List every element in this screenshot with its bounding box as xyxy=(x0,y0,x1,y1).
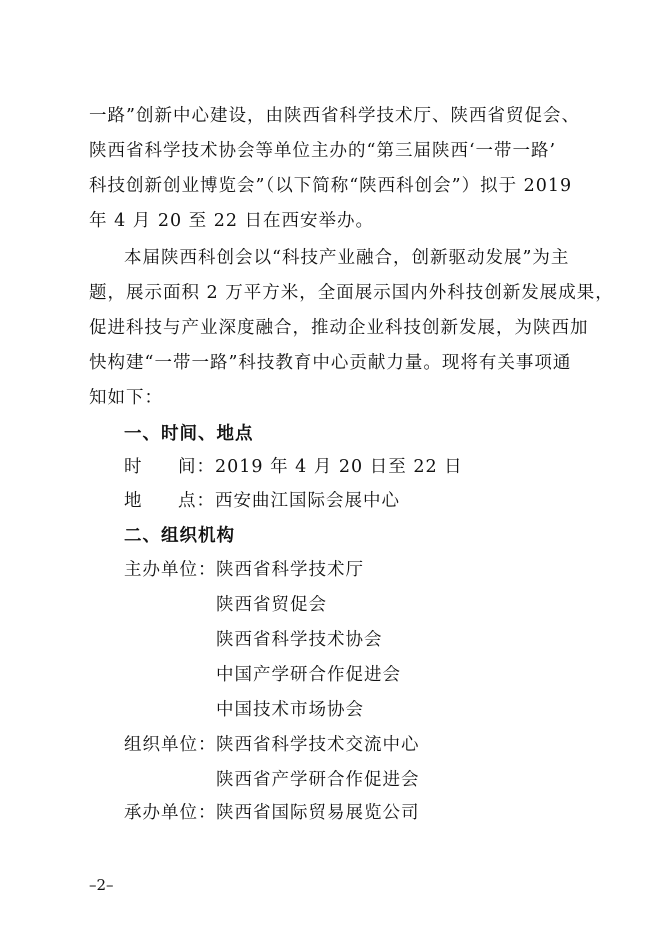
host-item: 中国技术市场协会 xyxy=(216,700,364,720)
theme-line: 题，展示面积 2 万平方米，全面展示国内外科技创新发展成果， xyxy=(89,283,614,303)
theme-line: 促进科技与产业深度融合，推动企业科技创新发展，为陕西加 xyxy=(89,318,589,338)
time-label-char: 时 xyxy=(124,457,143,477)
organizer-item: 陕西省产学研合作促进会 xyxy=(216,770,420,790)
organizer-row xyxy=(124,734,420,756)
time-label-rest: 间： xyxy=(178,457,215,477)
place-value: 西安曲江国际会展中心 xyxy=(215,491,400,511)
intro-line: 科技创新创业博览会”（以下简称“陕西科创会”）拟于 2019 xyxy=(89,176,573,196)
undertaker-item: 陕西省国际贸易展览公司 xyxy=(216,803,420,823)
undertaker-row xyxy=(124,802,420,824)
host-item: 陕西省贸促会 xyxy=(216,595,327,615)
organizer-label: 组织单位： xyxy=(124,735,217,755)
host-row xyxy=(124,559,364,581)
intro-line: 一路”创新中心建设，由陕西省科学技术厅、陕西省贸促会、 xyxy=(89,106,580,126)
time-row xyxy=(124,456,463,478)
page-number: –2– xyxy=(89,876,114,894)
section-heading-organization: 二、组织机构 xyxy=(124,526,235,546)
place-label-rest: 点： xyxy=(178,491,215,511)
intro-line: 陕西省科学技术协会等单位主办的“第三届陕西‘一带一路’ xyxy=(89,141,557,161)
theme-line: 快构建“一带一路”科技教育中心贡献力量。现将有关事项通 xyxy=(89,353,572,373)
theme-line: 本届陕西科创会以“科技产业融合，创新驱动发展”为主 xyxy=(124,248,570,268)
theme-line: 知如下： xyxy=(89,388,163,408)
host-item: 中国产学研合作促进会 xyxy=(216,665,401,685)
time-value: 2019 年 4 月 20 日至 22 日 xyxy=(215,457,463,477)
place-row xyxy=(124,490,400,512)
intro-line: 年 4 月 20 至 22 日在西安举办。 xyxy=(89,211,375,231)
host-item: 陕西省科学技术厅 xyxy=(216,560,364,580)
host-item: 陕西省科学技术协会 xyxy=(216,630,383,650)
host-label: 主办单位： xyxy=(124,560,217,580)
organizer-item: 陕西省科学技术交流中心 xyxy=(216,735,420,755)
undertaker-label: 承办单位： xyxy=(124,803,217,823)
place-label-char: 地 xyxy=(124,491,143,511)
section-heading-time-place: 一、时间、地点 xyxy=(124,424,254,444)
